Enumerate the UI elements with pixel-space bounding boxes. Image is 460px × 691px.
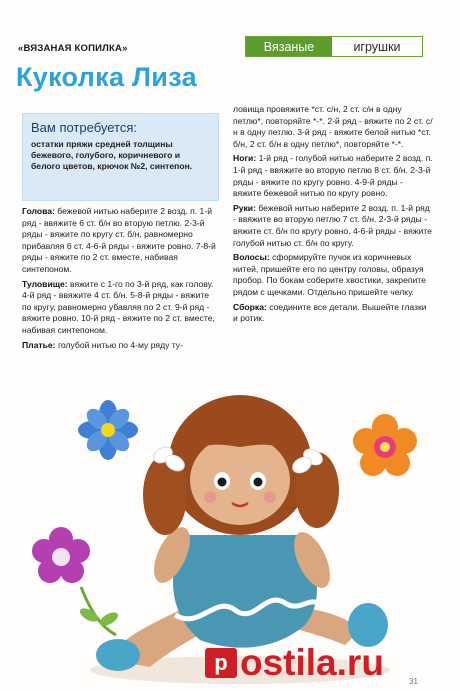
instruction-label: Платье: xyxy=(22,339,56,350)
instruction-text: ловища провяжите *ст. с/н, 2 ст. с/н в одну петлю*, повторяйте *-*. 2-й ряд - вяжите по 2 ст. с/н в одну петлю. 3-й ряд - вяжите белой нитью *ст. б/н, 2 ст. б/н в одну петлю*, повторяйте *-*. xyxy=(233,104,433,149)
instruction-text: сформируйте пучок из коричневых нитей, пришейте его по центру головы, образуя пробор. По бокам соберите хвостики, закрепите рядом с щечками. Отдельно пришейте челку. xyxy=(233,252,426,297)
section-tab-secondary: игрушки xyxy=(332,37,422,56)
instruction-paragraph xyxy=(233,302,433,325)
instructions-left-column xyxy=(22,206,220,354)
doll-photo xyxy=(0,385,460,691)
materials-heading: Вам потребуется: xyxy=(31,120,137,135)
instruction-paragraph xyxy=(22,206,220,276)
svg-text:ostila.ru: ostila.ru xyxy=(240,642,384,683)
instruction-paragraph xyxy=(233,252,433,298)
orange-flower-icon xyxy=(353,414,417,476)
watermark-logo xyxy=(205,642,384,683)
section-tab-primary: Вязаные xyxy=(246,37,332,56)
instruction-text: 1-й ряд - голубой нитью наберите 2 возд. п. 1-й ряд - ввяжите во вторую петлю 8 ст. б/н. 2-3-й ряды - вяжите по кругу ровно. 4-9-й ряды - вяжите бежевой нитью по кругу ровно. xyxy=(233,153,433,199)
instruction-text: бежевой нитью наберите 2 возд. п. 1-й ряд - ввяжите во вторую петлю 7 ст. б/н. 2-3-й ряды - вяжите ст. б/н по кругу ровно. 4-6-й ряды - вяжите голубой нитью ст. б/н по кругу. xyxy=(233,202,432,248)
section-tab xyxy=(245,36,423,57)
instruction-text: голубой нитью по 4-му ряду ту- xyxy=(55,339,183,350)
instruction-label: Руки: xyxy=(233,202,256,213)
instruction-paragraph xyxy=(233,104,433,150)
pink-flower-icon xyxy=(32,527,120,635)
instruction-text: бежевой нитью наберите 2 возд. п. 1-й ряд - ввяжите 6 ст. б/н во вторую петлю. 2-3-й ряды - вяжите по кругу ст. б/н, равномерно прибавляя 6 ст. 4-6-й ряды - вяжите ровно. 7-8-й ряды - вяжите по 2 ст. вместе, набивая синтепоном. xyxy=(22,206,216,274)
magazine-column-tag: «ВЯЗАНАЯ КОПИЛКА» xyxy=(18,43,128,54)
instruction-paragraph xyxy=(233,203,433,249)
instruction-label: Ноги: xyxy=(233,153,257,164)
blue-flower-icon xyxy=(78,400,138,460)
instruction-paragraph xyxy=(233,153,433,199)
svg-text:p: p xyxy=(214,650,228,675)
instruction-paragraph xyxy=(22,340,220,352)
materials-box xyxy=(22,113,219,201)
instruction-label: Голова: xyxy=(22,206,55,216)
page-number: 31 xyxy=(409,677,418,686)
instruction-paragraph xyxy=(22,279,220,337)
instruction-label: Туловище: xyxy=(22,278,68,289)
instruction-label: Волосы: xyxy=(233,252,270,263)
instructions-right-column xyxy=(233,104,433,328)
materials-text: остатки пряжи средней толщины бежевого, голубого, коричневого и белого цветов, крючок №2, синтепон. xyxy=(31,139,193,171)
instruction-label: Сборка: xyxy=(233,301,267,312)
page-title: Куколка Лиза xyxy=(16,62,197,92)
instruction-text: вяжите с 1-го по 3-й ряд, как голову. 4-й ряд - ввяжите 4 ст. б/н. 5-8-й ряды - вяжите по кругу, равномерно убавляя по 2 ст. 9-й ряд - вяжите ровно. 10-й ряд - вяжите по 2 ст. вместе, набивая синтепоном. xyxy=(22,278,215,335)
instruction-text: соедините все детали. Вышейте глазки и ротик. xyxy=(233,301,427,324)
crochet-doll xyxy=(90,395,390,684)
